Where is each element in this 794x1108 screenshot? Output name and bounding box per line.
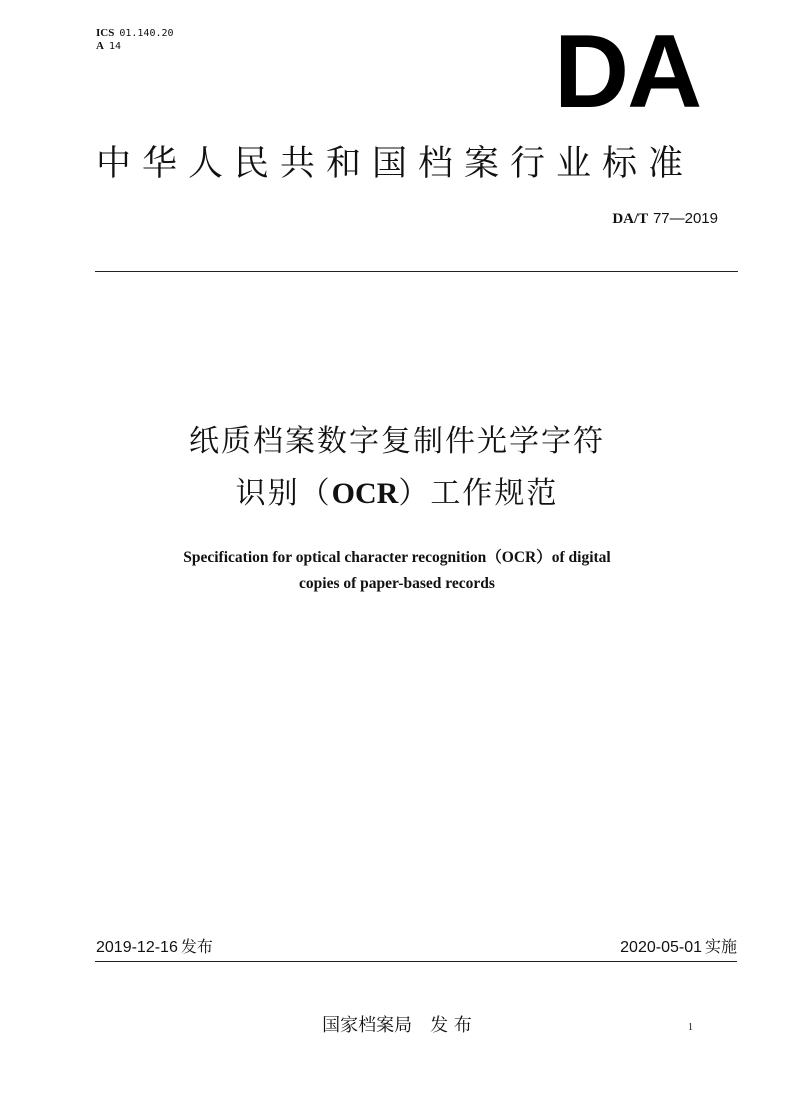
issue-date xyxy=(96,936,213,959)
document-title-cn-line2 xyxy=(0,470,794,518)
effective-date-value: 2020-05-01 xyxy=(620,939,702,956)
title-cn-latin: OCR xyxy=(331,477,399,510)
publish-label: 发 布 xyxy=(430,1015,472,1036)
effective-label: 实施 xyxy=(704,937,737,956)
ics-value: 01.140.20 xyxy=(119,28,174,39)
classification-code xyxy=(96,40,121,53)
title-cn-part-a: 识别（ xyxy=(235,476,332,511)
document-title-en-line1: Specification for optical character recognition（OCR）of digital xyxy=(183,549,611,566)
standard-title: 中华人民共和国档案行业标准 xyxy=(96,144,695,184)
page-number: 1 xyxy=(688,1022,693,1033)
footer-divider xyxy=(95,961,737,962)
classification-key: A xyxy=(96,40,104,52)
issue-date-value: 2019-12-16 xyxy=(96,939,178,956)
title-cn-part-b: ）工作规范 xyxy=(398,476,559,511)
header-divider xyxy=(95,271,738,272)
classification-value: 14 xyxy=(108,41,121,52)
effective-date xyxy=(620,936,737,959)
document-title-en-line2: copies of paper-based records xyxy=(299,575,495,592)
ics-code xyxy=(96,27,174,40)
ics-key: ICS xyxy=(96,27,115,39)
publisher xyxy=(0,1013,794,1039)
standard-number xyxy=(612,208,718,229)
publisher-name: 国家档案局 xyxy=(322,1015,413,1036)
standard-number-value: 77—2019 xyxy=(652,210,718,227)
da-logo: DA xyxy=(554,14,701,130)
standard-number-prefix: DA/T xyxy=(612,211,649,227)
document-title-cn-line1: 纸质档案数字复制件光学字符 xyxy=(189,424,605,459)
issue-label: 发布 xyxy=(180,937,213,956)
